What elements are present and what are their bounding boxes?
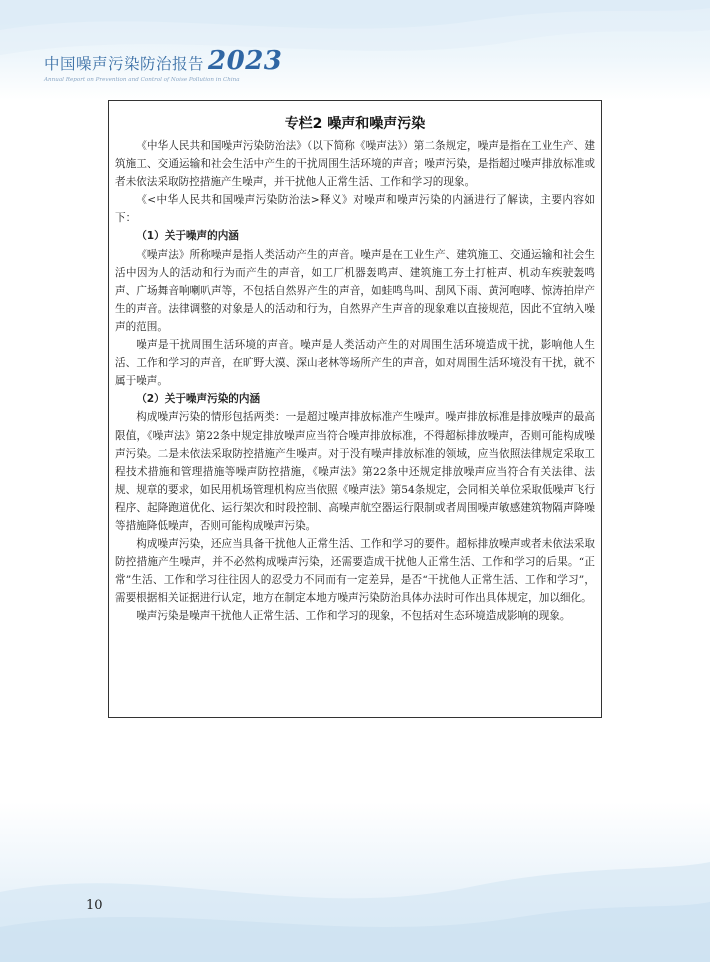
paragraph: 构成噪声污染的情形包括两类：一是超过噪声排放标准产生噪声。噪声排放标准是排放噪声的最高限值，《噪声法》第22条中规定排放噪声应当符合噪声排放标准，不得超标排放噪声，否则可能构成噪声污染。二是未依法采取防控措施产生噪声。对于没有噪声排放标准的领域，应当依照法律规定采取工程技术措施和管理措施等噪声防控措施，《噪声法》第22条中还规定排放噪声应当符合有关法律、法规、规章的要求，如民用机场管理机构应当依照《噪声法》第54条规定，会同相关单位采取低噪声飞行程序、起降跑道优化、运行架次和时段控制、高噪声航空器运行限制或者周围噪声敏感建筑物隔声降噪等措施降低噪声，否则可能构成噪声污染。	[115, 411, 595, 532]
report-title-english: Annual Report on Prevention and Control of Noise Pollution in China	[44, 77, 240, 83]
paragraph: 噪声是干扰周围生活环境的声音。噪声是人类活动产生的对周围生活环境造成干扰，影响他人生活、工作和学习的声音，在旷野大漠、深山老林等场所产生的声音，如对周围生活环境没有干扰，就不属于噪声。	[115, 339, 595, 388]
paragraph: 《中华人民共和国噪声污染防治法》（以下简称《噪声法》）第二条规定，噪声是指在工业生产、建筑施工、交通运输和社会生活中产生的干扰周围生活环境的声音；噪声污染，是指超过噪声排放标准或者未依法采取防控措施产生噪声，并干扰他人正常生活、工作和学习的现象。	[115, 140, 595, 189]
column-box	[108, 100, 602, 718]
report-title: 中国噪声污染防治报告	[44, 55, 205, 73]
header-title-row	[44, 46, 282, 76]
column-title: 专栏2 噪声和噪声污染	[284, 116, 426, 132]
paragraph: 《<中华人民共和国噪声污染防治法>释义》对噪声和噪声污染的内涵进行了解读，主要内容如下：	[115, 194, 595, 225]
paragraph: 噪声污染是噪声干扰他人正常生活、工作和学习的现象，不包括对生态环境造成影响的现象。	[136, 610, 571, 623]
paragraph: 《噪声法》所称噪声是指人类活动产生的声音。噪声是在工业生产、建筑施工、交通运输和社会生活中因为人的活动和行为而产生的声音，如工厂机器轰鸣声、建筑施工夯土打桩声、机动车疾驶轰鸣声、广场舞音响喇叭声等，不包括自然界产生的声音，如蛙鸣鸟叫、刮风下雨、黄河咆哮、惊涛拍岸产生的声音。法律调整的对象是人的活动和行为，自然界产生声音的现象难以直接规范，因此不宜纳入噪声的范围。	[115, 248, 595, 333]
paragraph: 构成噪声污染，还应当具备干扰他人正常生活、工作和学习的要件。超标排放噪声或者未依法采取防控措施产生噪声，并不必然构成噪声污染，还需要造成干扰他人正常生活、工作和学习的后果。“正常”生活、工作和学习往往因人的忍受力不同而有一定差异，是否“干扰他人正常生活、工作和学习”，需要根据相关证据进行认定，地方在制定本地方噪声污染防治具体办法时可作出具体规定，加以细化。	[115, 538, 595, 605]
column-body	[115, 137, 595, 626]
section-heading: （1）关于噪声的内涵	[136, 230, 239, 243]
section-heading: （2）关于噪声污染的内涵	[136, 393, 261, 406]
report-year: 2023	[208, 46, 283, 76]
footer-wave-decoration	[0, 802, 710, 962]
report-header	[44, 46, 282, 83]
page-number: 10	[86, 898, 103, 913]
